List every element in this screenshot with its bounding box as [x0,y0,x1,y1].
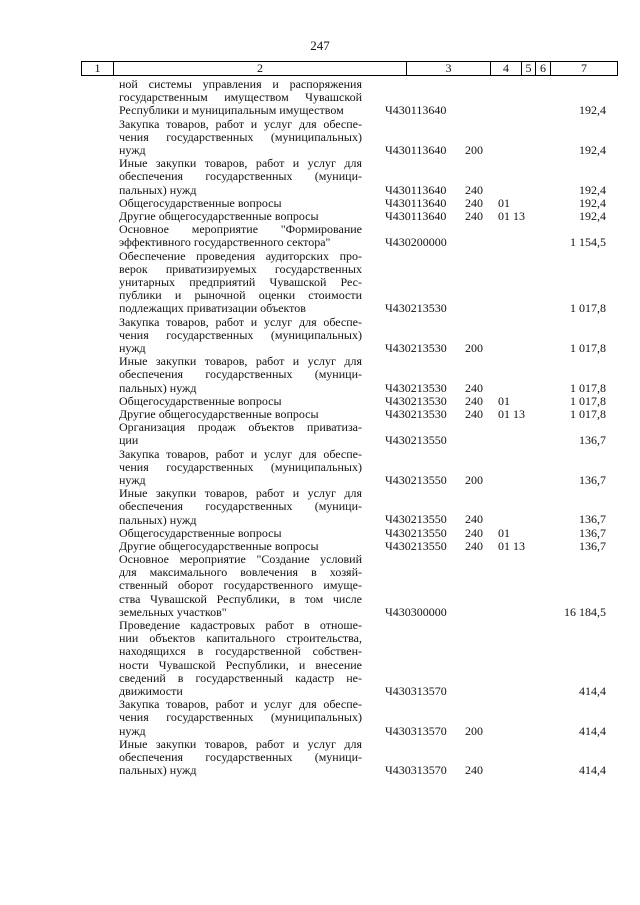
row-name [119,738,362,778]
header-col-6: 6 [536,62,551,75]
table-row [0,395,640,408]
table-row [0,78,640,118]
row-code: Ч430300000 [385,604,447,619]
row-section: 01 13 [498,538,525,553]
row-code: Ч430213550 [385,433,447,448]
row-expense-type: 200 [465,340,483,355]
row-amount: 1 017,8 [570,380,606,395]
row-name-line: эффективного государственного сектора" [119,235,331,250]
row-section: 01 13 [498,208,525,223]
row-name-line: нии объектов капитального строительства, [119,631,362,646]
table-row [0,421,640,447]
row-amount: 1 017,8 [570,406,606,421]
row-amount: 136,7 [579,525,606,540]
row-name-line: ства Чувашской Республики, в том числе [119,591,362,606]
row-name [119,553,362,619]
table-row [0,355,640,395]
row-code: Ч430113640 [385,208,447,223]
row-expense-type: 240 [465,393,483,408]
row-expense-type: 200 [465,723,483,738]
row-name-line: Основное мероприятие "Формирование [119,222,362,237]
row-name-line: верок приватизируемых государственных [119,261,362,276]
row-name-line: Иные закупки товаров, работ и услуг для [119,156,362,171]
row-expense-type: 240 [465,406,483,421]
row-name [119,355,362,395]
row-name-line: обеспечения государственных (муници- [119,750,362,765]
row-name-line: для максимального вовлечения в хозяй- [119,565,362,580]
row-code: Ч430313570 [385,763,447,778]
row-amount: 136,7 [579,433,606,448]
row-name-line: чения государственных (муниципальных) [119,459,362,474]
row-expense-type: 200 [465,142,483,157]
row-amount: 1 017,8 [570,393,606,408]
row-name-line: Другие общегосударственные вопросы [119,406,319,421]
row-section: 01 [498,393,510,408]
header-col-1: 1 [82,62,114,75]
row-name-line: Проведение кадастровых работ в отноше- [119,618,362,633]
row-code: Ч430213550 [385,525,447,540]
row-name-line: пальных) нужд [119,380,197,395]
row-amount: 414,4 [579,763,606,778]
row-name-line: чения государственных (муниципальных) [119,327,362,342]
row-name-line: нужд [119,143,146,157]
row-name [119,223,362,249]
row-code: Ч430213550 [385,472,447,487]
table-header [81,61,618,76]
row-code: Ч430313570 [385,684,447,699]
row-name-line: Общегосударственные вопросы [119,525,282,540]
row-name-line: Иные закупки товаров, работ и услуг для [119,354,362,369]
row-name-line: публики и рыночной оценки стоимости [119,288,362,303]
row-name-line: Закупка товаров, работ и услуг для обеспе- [119,116,362,131]
row-name [119,698,362,738]
row-expense-type: 240 [465,525,483,540]
row-amount: 414,4 [579,723,606,738]
row-name-line: нужд [119,723,146,738]
row-name-line: ции [119,433,139,448]
row-name [119,421,362,447]
row-name [119,619,362,698]
row-amount: 1 017,8 [570,301,606,316]
row-name [119,78,362,118]
row-name [119,197,362,210]
row-name-line: подлежащих приватизации объектов [119,301,306,316]
header-col-7: 7 [581,61,587,75]
row-name-line: обеспечения государственных (муници- [119,499,362,514]
row-section: 01 13 [498,406,525,421]
table-row [0,157,640,197]
page-number: 247 [310,38,330,53]
row-name-line: ственный оборот государственного имуще- [119,578,362,593]
row-name-line: нужд [119,472,146,487]
table-row [0,250,640,316]
row-name-line: Организация продаж объектов приватиза- [119,420,362,435]
table-body [0,78,640,777]
row-name-line: ной системы управления и распоряжения [119,77,362,91]
row-name-line: Другие общегосударственные вопросы [119,538,319,553]
table-row [0,619,640,698]
row-name [119,527,362,540]
row-expense-type: 240 [465,195,483,210]
row-name-line: пальных) нужд [119,763,197,778]
row-name-line: находящихся в государственной собствен- [119,644,362,659]
row-name-line: Республики и муниципальным имуществом [119,103,344,118]
row-amount: 136,7 [579,512,606,527]
row-name-line: чения государственных (муниципальных) [119,129,362,144]
row-code: Ч430213530 [385,380,447,395]
row-expense-type: 240 [465,512,483,527]
row-name-line: Закупка товаров, работ и услуг для обеспе- [119,697,362,712]
row-expense-type: 240 [465,538,483,553]
table-row [0,527,640,540]
row-name-line: сведений в государственный кадастр не- [119,670,362,685]
row-expense-type: 200 [465,472,483,487]
row-name-line: государственным имуществом Чувашской [119,90,362,105]
table-row [0,553,640,619]
table-row [0,118,640,158]
table-row [0,316,640,356]
row-name-line: Общегосударственные вопросы [119,195,282,210]
table-row [0,223,640,249]
row-name-line: Иные закупки товаров, работ и услуг для [119,486,362,501]
table-row [0,448,640,488]
row-name [119,487,362,527]
row-code: Ч430113640 [385,195,447,210]
row-amount: 414,4 [579,684,606,699]
table-row [0,698,640,738]
row-name-line: Другие общегосударственные вопросы [119,208,319,223]
row-code: Ч430113640 [385,103,447,118]
row-expense-type: 240 [465,182,483,197]
row-code: Ч430313570 [385,723,447,738]
row-name-line: Закупка товаров, работ и услуг для обеспе- [119,314,362,329]
row-amount: 1 154,5 [570,235,606,250]
row-name-line: земельных участков" [119,604,227,619]
row-name-line: унитарных предприятий Чувашской Рес- [119,274,362,289]
row-code: Ч430213530 [385,406,447,421]
header-col-5: 5 [522,62,536,75]
row-name [119,316,362,356]
row-name-line: Обеспечение проведения аудиторских про- [119,248,362,263]
row-name [119,118,362,158]
table-row [0,738,640,778]
row-amount: 192,4 [579,195,606,210]
row-name-line: обеспечения государственных (муници- [119,169,362,184]
row-amount: 192,4 [579,208,606,223]
table-row [0,487,640,527]
row-name-line: пальных) нужд [119,512,197,527]
table-row [0,197,640,210]
row-amount: 136,7 [579,472,606,487]
row-name-line: Общегосударственные вопросы [119,393,282,408]
row-amount: 192,4 [579,142,606,157]
row-name-line: ности Чувашской Республики, и внесение [119,657,362,672]
row-amount: 1 017,8 [570,340,606,355]
row-section: 01 [498,525,510,540]
row-amount: 192,4 [579,103,606,118]
row-name [119,395,362,408]
row-name-line: Закупка товаров, работ и услуг для обеспе- [119,446,362,461]
row-code: Ч430200000 [385,235,447,250]
row-amount: 136,7 [579,538,606,553]
row-amount: 192,4 [579,182,606,197]
row-code: Ч430113640 [385,182,447,197]
row-name [119,157,362,197]
row-code: Ч430213530 [385,340,447,355]
header-col-3: 3 [407,62,491,75]
row-name-line: нужд [119,340,146,355]
row-section: 01 [498,195,510,210]
row-name-line: Иные закупки товаров, работ и услуг для [119,736,362,751]
row-code: Ч430113640 [385,142,447,157]
row-name [119,250,362,316]
row-expense-type: 240 [465,208,483,223]
row-name-line: пальных) нужд [119,182,197,197]
row-name [119,448,362,488]
row-code: Ч430213550 [385,538,447,553]
header-col-2: 2 [114,62,407,75]
row-name-line: Основное мероприятие "Создание условий [119,552,362,567]
row-name-line: обеспечения государственных (муници- [119,367,362,382]
row-code: Ч430213530 [385,301,447,316]
row-expense-type: 240 [465,763,483,778]
row-name-line: чения государственных (муниципальных) [119,710,362,725]
row-code: Ч430213530 [385,393,447,408]
row-expense-type: 240 [465,380,483,395]
row-name-line: движимости [119,684,183,699]
header-col-4: 4 [491,62,522,75]
row-amount: 16 184,5 [564,604,606,619]
row-code: Ч430213550 [385,512,447,527]
